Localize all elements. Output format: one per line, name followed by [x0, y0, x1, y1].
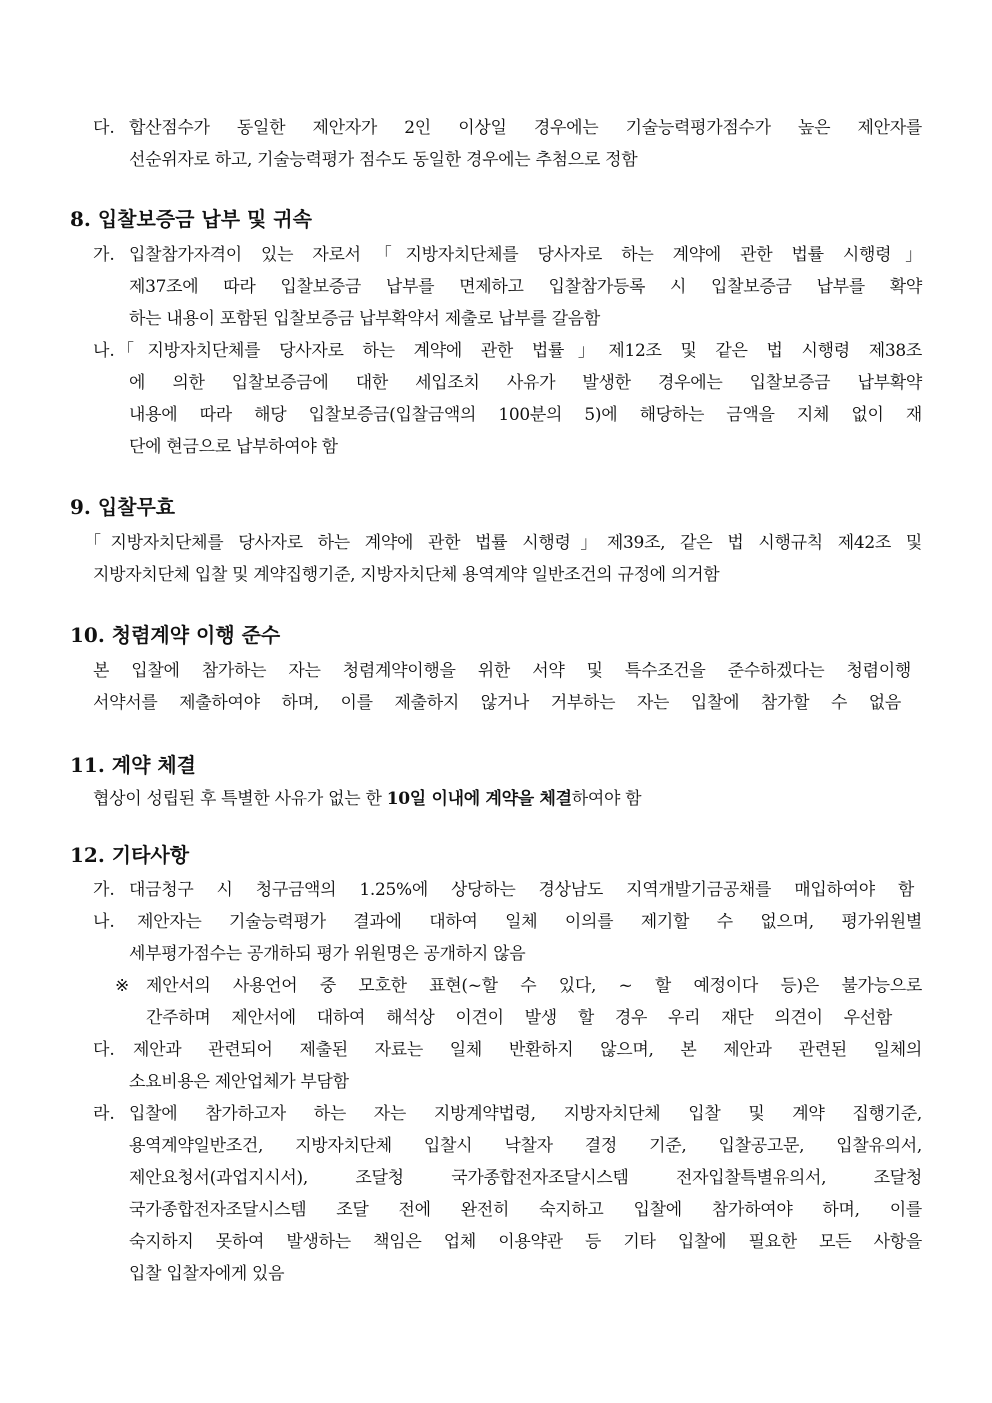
paragraph-line: 세부평가점수는 공개하되 평가 위원명은 공개하지 않음 — [129, 944, 526, 964]
paragraph-line: 하는 내용이 포함된 입찰보증금 납부확약서 제출로 납부를 갈음함 — [129, 309, 601, 329]
paragraph-line: 본 입찰에 참가하는 자는 청렴계약이행을 위한 서약 및 특수조건을 준수하겠다는 청렴이행 — [93, 661, 911, 681]
paragraph-line: 간주하며 제안서에 대하여 해석상 이견이 발생 할 경우 우리 재단 의견이 우선함 — [146, 1008, 892, 1028]
paragraph-line: 「지방자치단체를 당사자로 하는 계약에 관한 법률 시행령」제39조, 같은 법 시행규칙 제42조 및 — [84, 533, 922, 553]
item-marker: 라. — [93, 1104, 115, 1124]
section-12-heading: 12. 기타사항 — [70, 843, 190, 867]
section-11-body — [93, 788, 813, 810]
paragraph-line: 합산점수가 동일한 제안자가 2인 이상일 경우에는 기술능력평가점수가 높은 제안자를 — [129, 118, 922, 138]
paragraph-line: 제안요청서(과업지시서), 조달청 국가종합전자조달시스템 전자입찰특별유의서, 조달청 — [129, 1168, 922, 1188]
item-marker: 가. — [93, 880, 115, 900]
paragraph-line: 제안과 관련되어 제출된 자료는 일체 반환하지 않으며, 본 제안과 관련된 일체의 — [133, 1040, 922, 1060]
paragraph-line: 단에 현금으로 납부하여야 함 — [129, 437, 338, 457]
paragraph-line: 제안서의 사용언어 중 모호한 표현(~할 수 있다, ~ 할 예정이다 등)은 불가능으로 — [146, 976, 922, 996]
contract-deadline-emphasis: 10일 이내에 계약을 체결 — [386, 789, 572, 809]
contract-text-after: 하여야 함 — [571, 789, 642, 809]
paragraph-line: 제37조에 따라 입찰보증금 납부를 면제하고 입찰참가등록 시 입찰보증금 납부를 확약 — [129, 277, 922, 297]
paragraph-line: 용역계약일반조건, 지방자치단체 입찰시 낙찰자 결정 기준, 입찰공고문, 입찰유의서, — [129, 1136, 922, 1156]
paragraph-line: 제안자는 기술능력평가 결과에 대하여 일체 이의를 제기할 수 없으며, 평가위원별 — [137, 912, 922, 932]
item-marker: 가. — [93, 245, 115, 265]
paragraph-line: 입찰 입찰자에게 있음 — [129, 1264, 285, 1284]
contract-text-before: 협상이 성립된 후 특별한 사유가 없는 한 — [93, 789, 387, 809]
paragraph-line: 「지방자치단체를 당사자로 하는 계약에 관한 법률」제12조 및 같은 법 시행령 제38조 — [117, 341, 922, 361]
item-marker: 다. — [93, 1040, 115, 1060]
item-marker: 다. — [93, 118, 115, 138]
paragraph-line: 지방자치단체 입찰 및 계약집행기준, 지방자치단체 용역계약 일반조건의 규정에 의거함 — [93, 565, 720, 585]
paragraph-line: 입찰참가자격이 있는 자로서「지방자치단체를 당사자로 하는 계약에 관한 법률 시행령」 — [129, 245, 922, 265]
item-marker: 나. — [93, 341, 115, 361]
paragraph-line: 소요비용은 제안업체가 부담함 — [129, 1072, 349, 1092]
paragraph-line: 선순위자로 하고, 기술능력평가 점수도 동일한 경우에는 추첨으로 정함 — [129, 150, 638, 170]
paragraph-line: 국가종합전자조달시스템 조달 전에 완전히 숙지하고 입찰에 참가하여야 하며, 이를 — [129, 1200, 922, 1220]
item-marker: 나. — [93, 912, 115, 932]
note-marker: ※ — [115, 976, 130, 996]
paragraph-line: 숙지하지 못하여 발생하는 책임은 업체 이용약관 등 기타 입찰에 필요한 모든 사항을 — [129, 1232, 922, 1252]
section-10-heading: 10. 청렴계약 이행 준수 — [70, 623, 281, 647]
section-11-heading: 11. 계약 체결 — [70, 753, 197, 777]
paragraph-line: 내용에 따라 해당 입찰보증금(입찰금액의 100분의 5)에 해당하는 금액을 지체 없이 재 — [129, 405, 922, 425]
paragraph-line: 에 의한 입찰보증금에 대한 세입조치 사유가 발생한 경우에는 입찰보증금 납부확약 — [129, 373, 922, 393]
section-8-heading: 8. 입찰보증금 납부 및 귀속 — [70, 207, 312, 231]
paragraph-line: 대금청구 시 청구금액의 1.25%에 상당하는 경상남도 지역개발기금공채를 매입하여야 함 — [129, 880, 914, 900]
paragraph-line: 서약서를 제출하여야 하며, 이를 제출하지 않거나 거부하는 자는 입찰에 참가할 수 없음 — [93, 693, 901, 713]
section-9-heading: 9. 입찰무효 — [70, 495, 176, 519]
paragraph-line: 입찰에 참가하고자 하는 자는 지방계약법령, 지방자치단체 입찰 및 계약 집행기준, — [129, 1104, 922, 1124]
